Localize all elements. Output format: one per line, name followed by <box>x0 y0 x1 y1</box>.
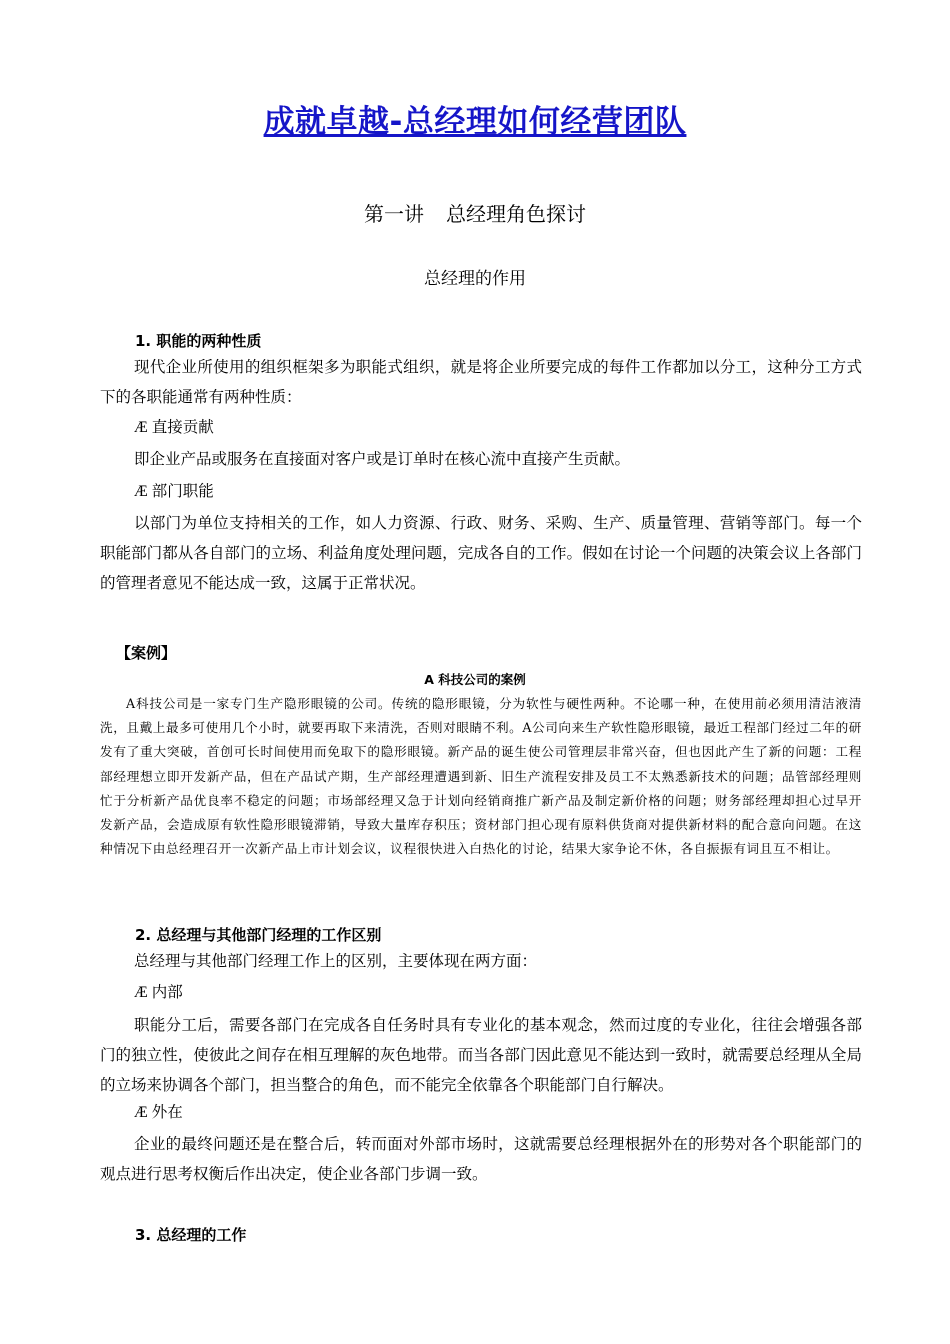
section-3-heading: 3. 总经理的工作 <box>135 1226 247 1244</box>
section-1-heading: 1. 职能的两种性质 <box>135 332 262 350</box>
bullet-marker-icon: Æ <box>134 1104 148 1121</box>
section-2-item-1-label <box>134 977 183 1008</box>
section-1-item-2-text: 以部门为单位支持相关的工作，如人力资源、行政、财务、采购、生产、质量管理、营销等部门。每一个职能部门都从各自部门的立场、利益角度处理问题，完成各自的工作。假如在讨论一个问题的决策会议上各部门的管理者意见不能达成一致，这属于正常状况。 <box>100 514 862 592</box>
section-1-item-1-text: 即企业产品或服务在直接面对客户或是订单时在核心流中直接产生贡献。 <box>134 450 631 468</box>
section-2-item-2-text: 企业的最终问题还是在整合后，转而面对外部市场时，这就需要总经理根据外在的形势对各个职能部门的观点进行思考权衡后作出决定，使企业各部门步调一致。 <box>100 1135 862 1183</box>
item-label: 部门职能 <box>151 482 214 500</box>
section-2-item-2-label <box>134 1097 183 1128</box>
lecture-heading <box>0 198 950 227</box>
lecture-name: 总经理角色探讨 <box>446 202 586 226</box>
lecture-number: 第一讲 <box>364 202 424 226</box>
case-title: A 科技公司的案例 <box>424 672 526 687</box>
section-1-intro: 现代企业所使用的组织框架多为职能式组织，就是将企业所要完成的每件工作都加以分工，这种分工方式下的各职能通常有两种性质： <box>100 358 862 406</box>
section-2-heading: 2. 总经理与其他部门经理的工作区别 <box>135 926 382 944</box>
bullet-marker-icon: Æ <box>134 419 148 436</box>
item-label: 内部 <box>151 983 183 1001</box>
item-label: 直接贡献 <box>151 418 214 436</box>
section-1-item-2-label <box>134 476 214 507</box>
item-label: 外在 <box>151 1103 183 1121</box>
bullet-marker-icon: Æ <box>134 483 148 500</box>
case-label: 【案例】 <box>116 644 177 662</box>
case-body: A科技公司是一家专门生产隐形眼镜的公司。传统的隐形眼镜，分为软性与硬性两种。不论哪一种，在使用前必须用清洁液清洗，且戴上最多可使用几个小时，就要再取下来清洗，否则对眼睛不利。A公司向来生产软性隐形眼镜，最近工程部门经过二年的研发有了重大突破，首创可长时间使用而免取下的隐形眼镜。新产品的诞生使公司管理层非常兴奋，但也因此产生了新的问题：工程部经理想立即开发新产品，但在产品试产期，生产部经理遭遇到新、旧生产流程安排及员工不太熟悉新技术的问题；品管部经理则忙于分析新产品优良率不稳定的问题；市场部经理又急于计划向经销商推广新产品及制定新价格的问题；财务部经理却担心过早开发新产品，会造成原有软性隐形眼镜滞销，导致大量库存积压；资材部门担心现有原料供货商对提供新材料的配合意向问题。在这种情况下由总经理召开一次新产品上市计划会议，议程很快进入白热化的讨论，结果大家争论不休，各自振振有词且互不相让。 <box>100 696 862 857</box>
document-title[interactable]: 成就卓越-总经理如何经营团队 <box>263 104 687 140</box>
section-2-intro: 总经理与其他部门经理工作上的区别，主要体现在两方面： <box>134 952 538 970</box>
section-subtitle: 总经理的作用 <box>424 269 526 289</box>
section-2-item-1-text: 职能分工后，需要各部门在完成各自任务时具有专业化的基本观念，然而过度的专业化，往往会增强各部门的独立性，使彼此之间存在相互理解的灰色地带。而当各部门因此意见不能达到一致时，就需要总经理从全局的立场来协调各个部门，担当整合的角色，而不能完全依靠各个职能部门自行解决。 <box>100 1016 862 1094</box>
bullet-marker-icon: Æ <box>134 984 148 1001</box>
section-1-item-1-label <box>134 412 214 443</box>
